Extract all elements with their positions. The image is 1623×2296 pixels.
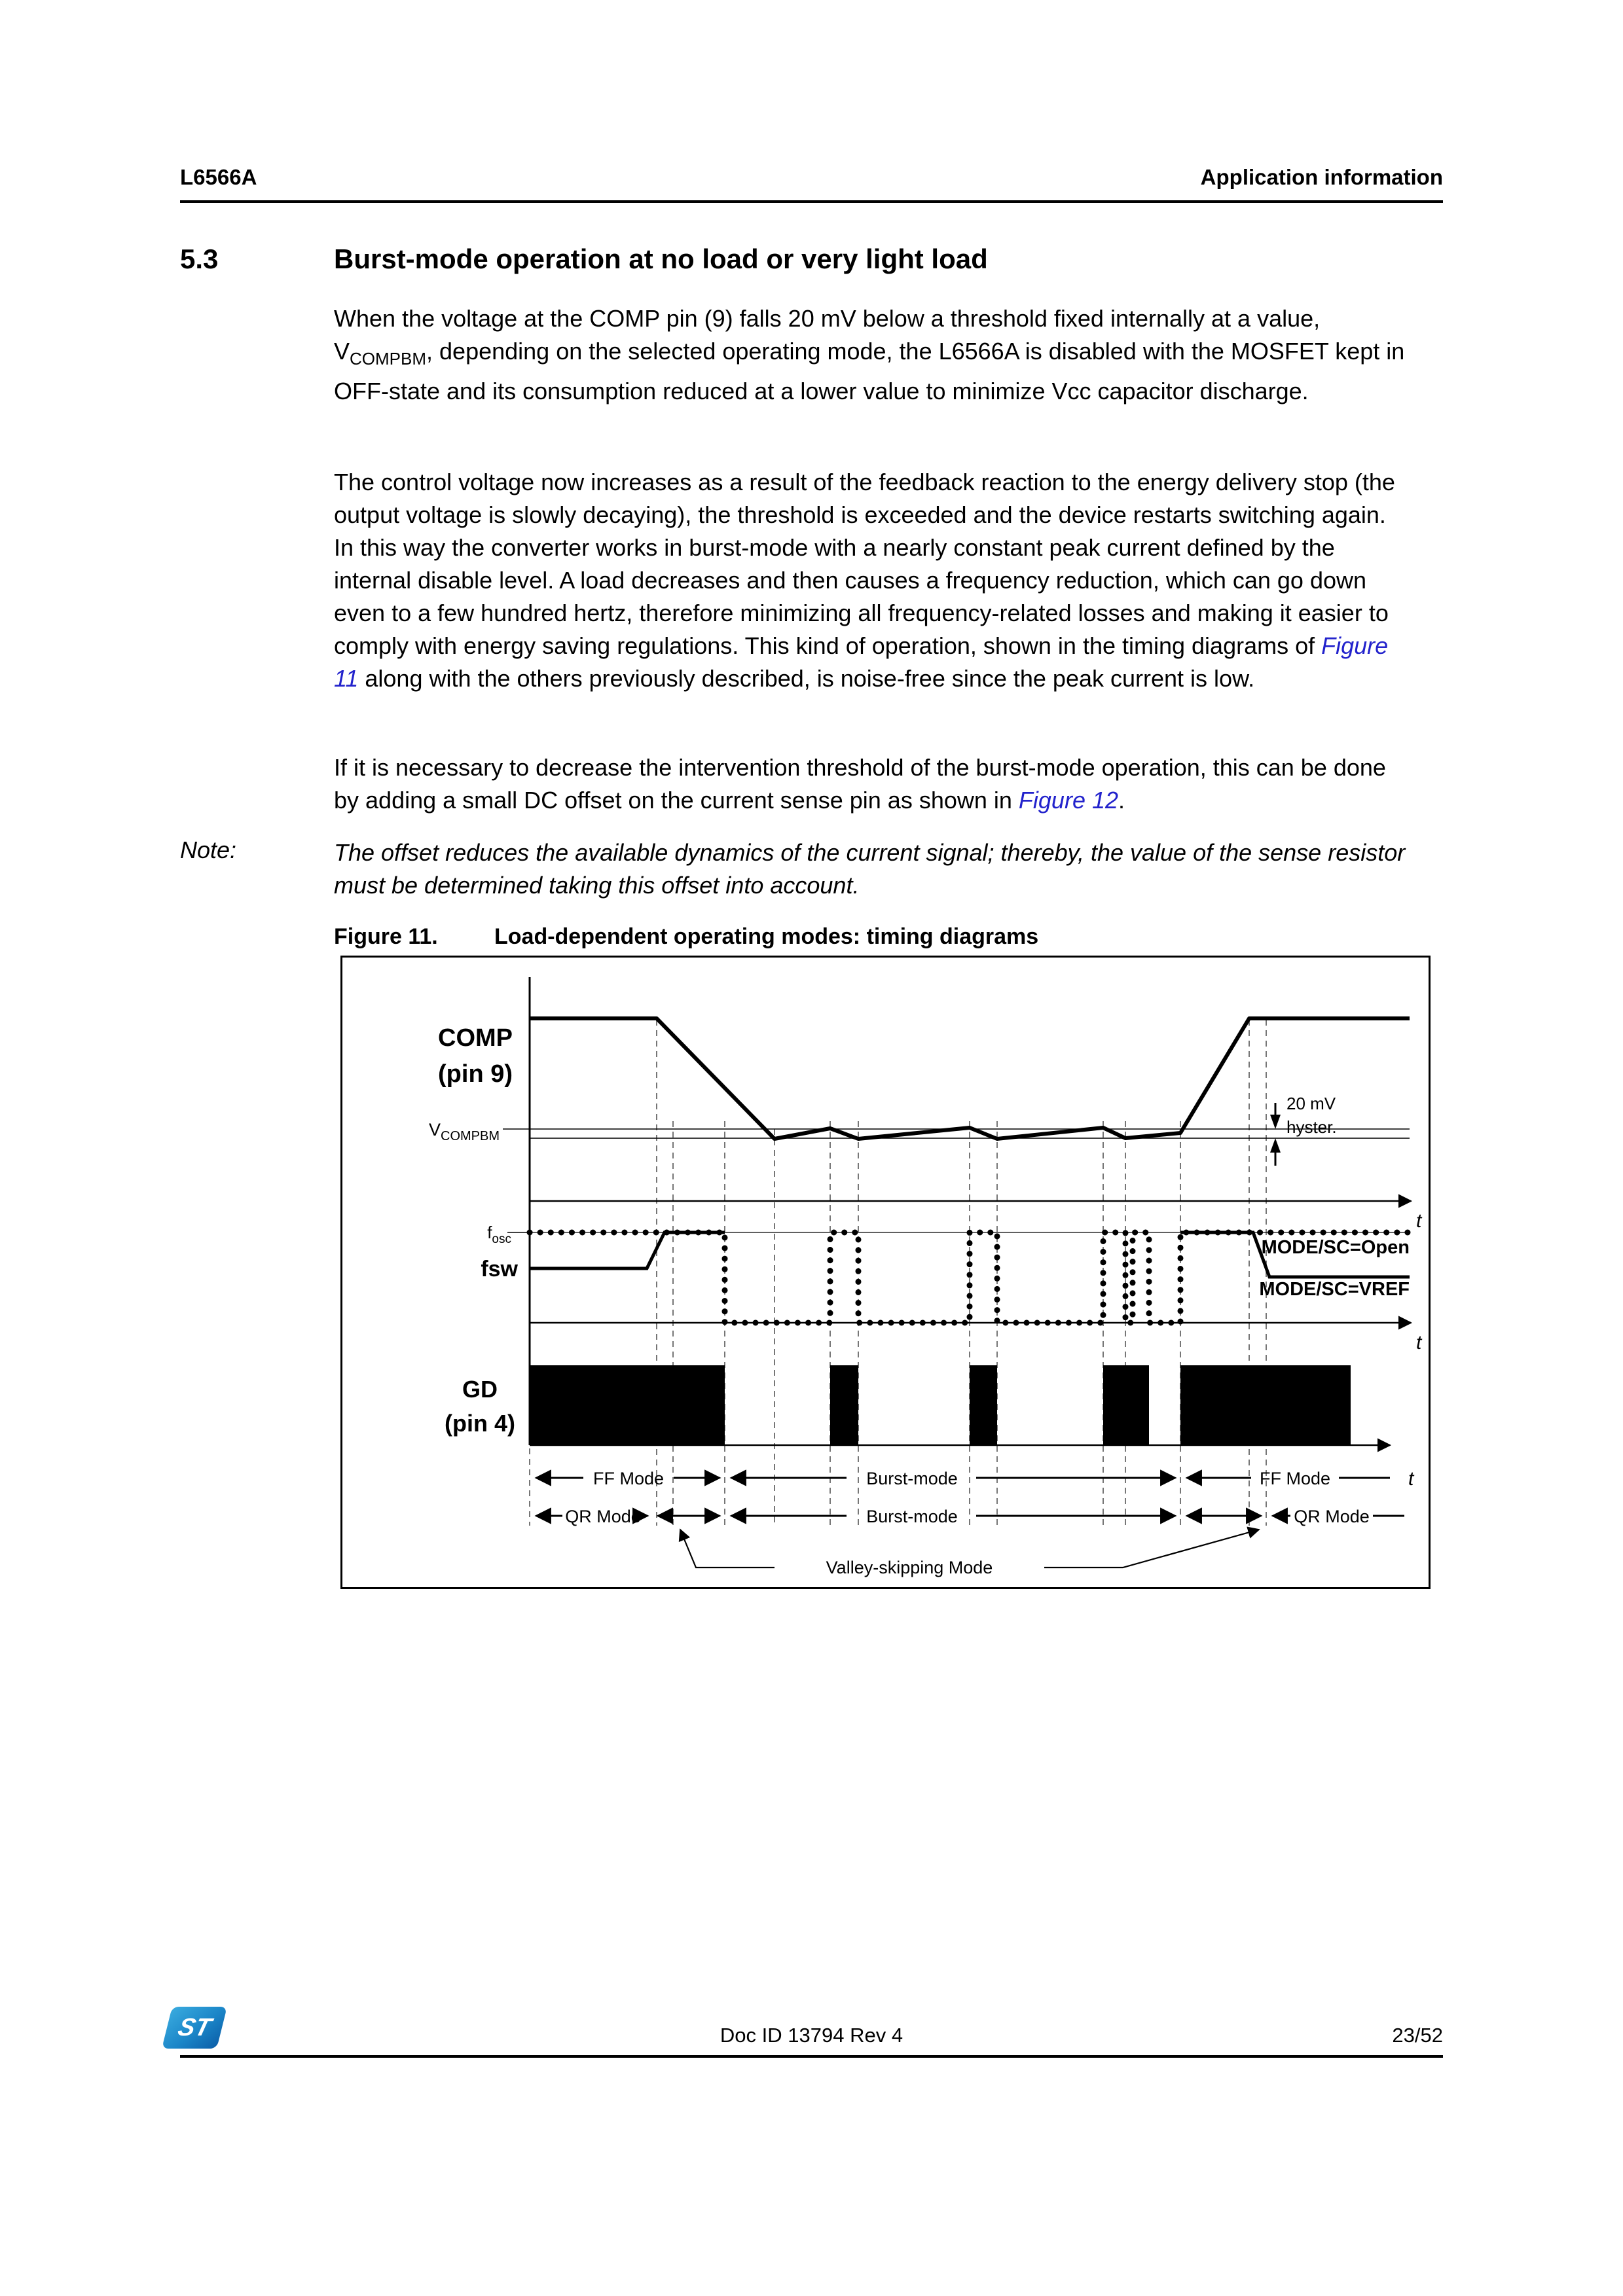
hysteresis-annotation <box>1270 1094 1337 1166</box>
paragraph-2-text-a: The control voltage now increases as a result of the feedback reaction to the energy delivery stop (the output voltage is slowly decaying), the threshold is exceeded and the device restarts switching again. In this way the converter works in burst-mode with a nearly constant peak current defined by the internal disable level. A load decreases and then causes a frequency reduction, which can go down even to a few hundred hertz, therefore minimizing all frequency-related losses and making it easier to comply with energy saving regulations. This kind of operation, shown in the timing diagrams of <box>334 469 1395 659</box>
qr-mode-right-label: QR Mode <box>1294 1507 1370 1526</box>
figure-11-link[interactable]: Figure 11 <box>334 632 1389 692</box>
burst-mode-vref-label: Burst-mode <box>866 1507 958 1526</box>
hyst-label-line1: 20 mV <box>1286 1094 1336 1113</box>
paragraph-2-text-b: along with the others previously described, is noise-free since the peak current is low. <box>358 665 1255 692</box>
vcompbm-label: $V_{COMPBM}$ <box>428 1120 500 1143</box>
dashed-guides <box>530 1020 1266 1526</box>
qr-mode-left-label: QR Mode <box>565 1507 641 1526</box>
ff-mode-right-label: FF Mode <box>1259 1469 1331 1488</box>
timing-diagram-svg <box>342 958 1429 1587</box>
comp-label-line1: COMP <box>438 1024 513 1052</box>
figure-caption-title: Load-dependent operating modes: timing diagrams <box>494 924 1039 949</box>
header-section-name: Application information <box>1200 165 1443 189</box>
footer-page-number: 23/52 <box>1392 2024 1443 2047</box>
mode-vref-curve-label: MODE/SC=VREF <box>1259 1279 1410 1300</box>
valley-skipping-annotation <box>680 1530 1259 1577</box>
footer-rule <box>180 2055 1443 2058</box>
figure-caption-label: Figure 11. <box>334 924 438 949</box>
note-text: The offset reduces the available dynamics of the current signal; thereby, the value of the sense resistor must be determined taking this offset into account. <box>334 839 1406 899</box>
comp-time-axis-label: t <box>1416 1210 1422 1232</box>
fsw-label: fsw <box>481 1257 518 1282</box>
hyst-label-line2: hyster. <box>1286 1117 1337 1137</box>
comp-label-line2: (pin 9) <box>438 1060 513 1088</box>
paragraph-2 <box>334 466 1408 695</box>
note-label: Note: <box>180 836 237 863</box>
paragraph-1 <box>334 302 1408 408</box>
ff-mode-left-label: FF Mode <box>593 1469 665 1488</box>
gd-label-line2: (pin 4) <box>445 1410 515 1437</box>
fsw-waveform-vref-left <box>530 1232 725 1268</box>
mode-row-time-label: t <box>1408 1468 1414 1490</box>
st-logo-text: ST <box>175 2013 214 2041</box>
mode-open-curve-label: MODE/SC=Open <box>1261 1237 1410 1258</box>
figure-12-link[interactable]: Figure 12 <box>1018 787 1119 814</box>
paragraph-1-text-b: , depending on the selected operating mode, the L6566A is disabled with the MOSFET kept in OFF-state and its consumption reduced at a lower value to minimize Vcc capacitor discharge. <box>334 338 1405 405</box>
gd-label-line1: GD <box>462 1376 498 1403</box>
paragraph-1-text-a: When the voltage at the COMP pin (9) falls 20 mV below a threshold fixed internally at a value, V <box>334 305 1321 365</box>
vcompbm-subscript: COMPBM <box>350 349 427 369</box>
header-rule <box>180 200 1443 203</box>
paragraph-3 <box>334 751 1408 817</box>
burst-mode-open-label: Burst-mode <box>866 1469 958 1488</box>
figure-11-timing-diagram <box>340 956 1431 1589</box>
footer-doc-id: Doc ID 13794 Rev 4 <box>720 2024 903 2047</box>
valley-skipping-label: Valley-skipping Mode <box>826 1558 993 1577</box>
header-part-number: L6566A <box>180 165 257 189</box>
paragraph-3-text-a: If it is necessary to decrease the intervention threshold of the burst-mode operation, this can be done by adding a small DC offset on the current sense pin as shown in <box>334 754 1386 814</box>
section-title: Burst-mode operation at no load or very light load <box>334 243 988 274</box>
freq-time-axis-label: t <box>1416 1332 1422 1354</box>
paragraph-3-text-b: . <box>1118 787 1125 814</box>
section-number: 5.3 <box>180 243 219 274</box>
fosc-label: $f_{osc}$ <box>487 1223 511 1246</box>
gd-pulse-blocks <box>530 1365 1351 1445</box>
